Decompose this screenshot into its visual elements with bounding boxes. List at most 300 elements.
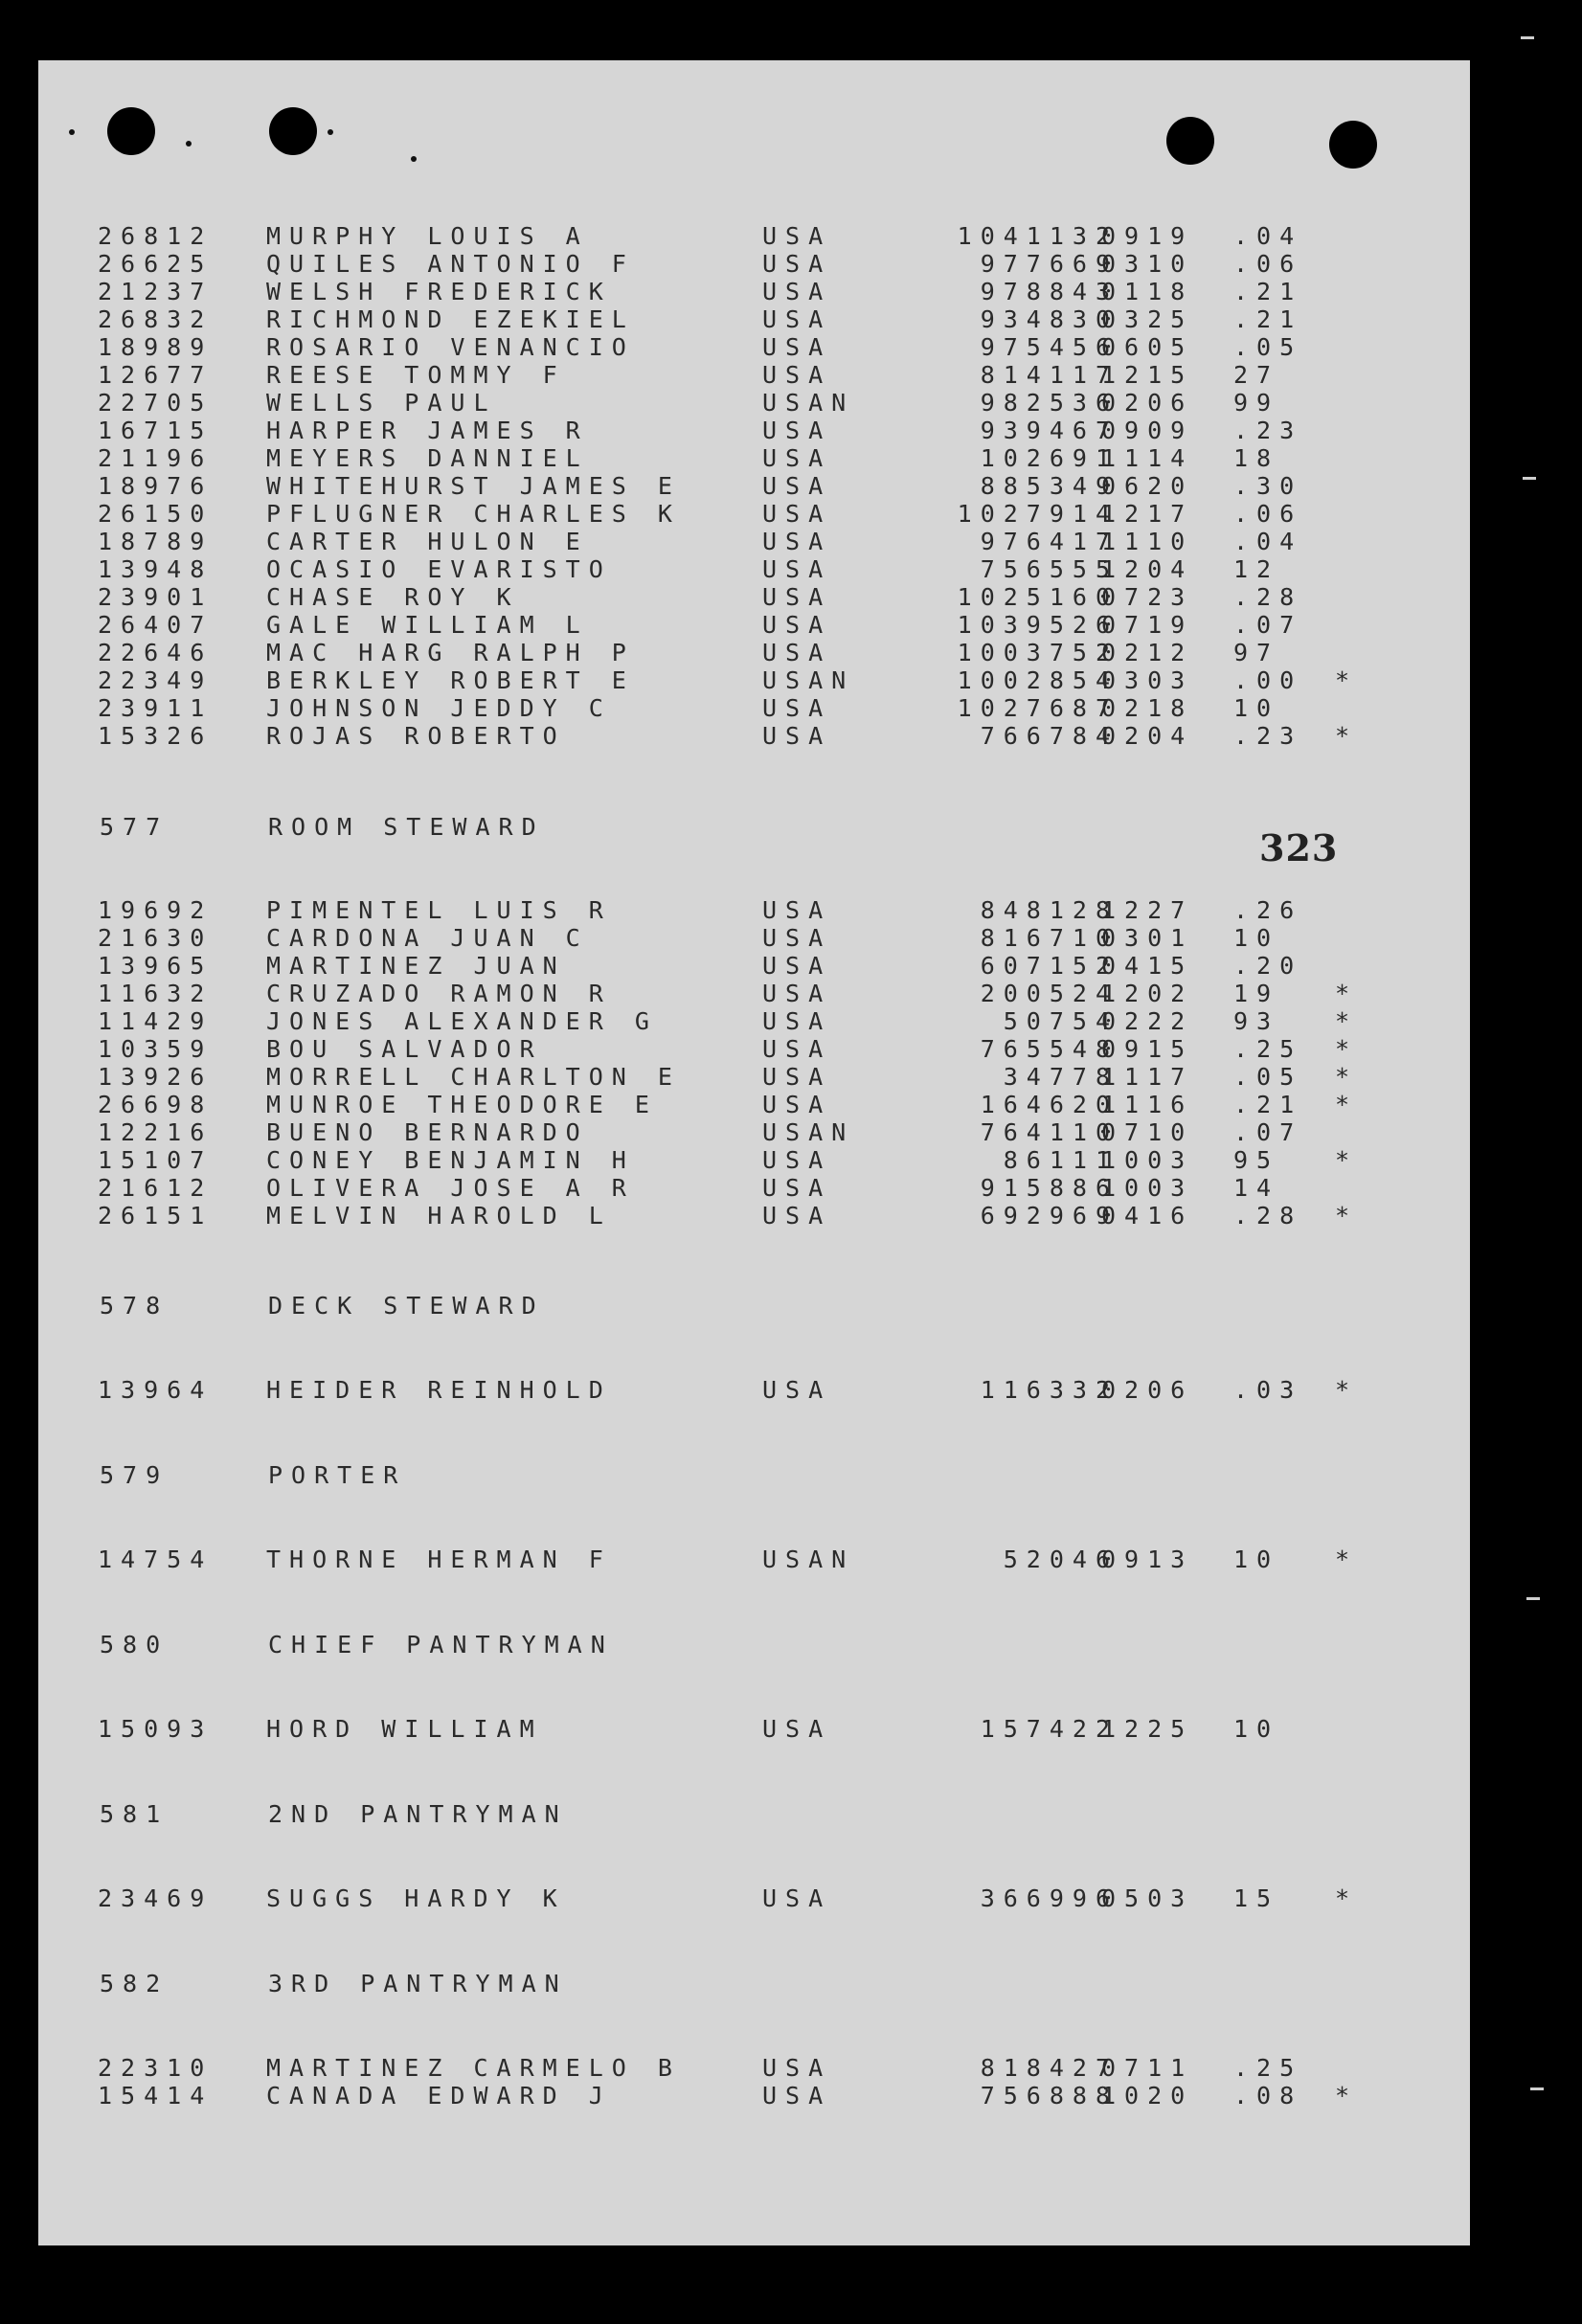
asterisk-mark: * — [1335, 2082, 1359, 2110]
rate-code: 12 — [1233, 555, 1280, 583]
rate-code: 10 — [1233, 1546, 1280, 1573]
record-number: 818427 — [980, 2054, 1119, 2082]
record-number: 1025160 — [957, 583, 1119, 611]
citizenship: USA — [762, 417, 832, 444]
record-number: 978843 — [980, 278, 1119, 305]
record-number: 975456 — [980, 333, 1119, 361]
employee-id: 21237 — [98, 278, 214, 305]
record-number: 766784 — [980, 722, 1119, 750]
section-title: DECK STEWARD — [268, 1292, 545, 1320]
date-code: 1202 — [1101, 980, 1194, 1007]
record-number: 939467 — [980, 417, 1119, 444]
citizenship: USAN — [762, 1118, 855, 1146]
record-number: 756888 — [980, 2082, 1119, 2110]
date-code: 0310 — [1101, 250, 1194, 278]
list-item — [38, 224, 1470, 249]
rate-code: .28 — [1233, 1202, 1303, 1230]
citizenship: USA — [762, 694, 832, 722]
section-code: 582 — [100, 1970, 170, 1997]
employee-id: 18989 — [98, 333, 214, 361]
record-number: 765548 — [980, 1035, 1119, 1063]
record-number: 816710 — [980, 924, 1119, 952]
list-item — [38, 446, 1470, 471]
asterisk-mark: * — [1335, 1007, 1359, 1035]
rate-code: .28 — [1233, 583, 1303, 611]
citizenship: USA — [762, 555, 832, 583]
employee-name: JOHNSON JEDDY C — [266, 694, 612, 722]
record-number: 885349 — [980, 472, 1119, 500]
citizenship: USA — [762, 980, 832, 1007]
employee-name: ROSARIO VENANCIO — [266, 333, 635, 361]
employee-name: BERKLEY ROBERT E — [266, 666, 635, 694]
date-code: 0416 — [1101, 1202, 1194, 1230]
employee-name: CANADA EDWARD J — [266, 2082, 612, 2110]
date-code: 0218 — [1101, 694, 1194, 722]
employee-id: 22705 — [98, 389, 214, 417]
employee-name: THORNE HERMAN F — [266, 1546, 612, 1573]
date-code: 0620 — [1101, 472, 1194, 500]
record-number: 848128 — [980, 896, 1119, 924]
employee-id: 12677 — [98, 361, 214, 389]
employee-id: 26832 — [98, 305, 214, 333]
rate-code: .04 — [1233, 528, 1303, 555]
employee-name: HORD WILLIAM — [266, 1715, 543, 1743]
employee-id: 21612 — [98, 1174, 214, 1202]
list-item — [38, 1009, 1470, 1034]
employee-name: CARTER HULON E — [266, 528, 589, 555]
rate-code: .25 — [1233, 2054, 1303, 2082]
list-item — [38, 530, 1470, 554]
date-code: 0919 — [1101, 222, 1194, 250]
record-number: 1027687 — [957, 694, 1119, 722]
date-code: 0909 — [1101, 417, 1194, 444]
employee-name: MURPHY LOUIS A — [266, 222, 589, 250]
record-number: 52046 — [1003, 1546, 1119, 1573]
employee-name: MARTINEZ JUAN — [266, 952, 566, 980]
section-header — [38, 815, 1470, 840]
employee-name: RICHMOND EZEKIEL — [266, 305, 635, 333]
list-item — [38, 252, 1470, 277]
citizenship: USA — [762, 361, 832, 389]
employee-name: HEIDER REINHOLD — [266, 1376, 612, 1404]
citizenship: USA — [762, 1174, 832, 1202]
date-code: 1117 — [1101, 1063, 1194, 1091]
date-code: 1003 — [1101, 1174, 1194, 1202]
employee-name: CARDONA JUAN C — [266, 924, 589, 952]
employee-id: 21196 — [98, 444, 214, 472]
record-number: 86111 — [1003, 1146, 1119, 1174]
list-item — [38, 557, 1470, 582]
list-item — [38, 724, 1470, 749]
record-number: 50754 — [1003, 1007, 1119, 1035]
employee-id: 18789 — [98, 528, 214, 555]
list-item — [38, 1378, 1470, 1403]
rate-code: .04 — [1233, 222, 1303, 250]
list-item — [38, 280, 1470, 305]
rate-code: .07 — [1233, 611, 1303, 639]
rate-code: 27 — [1233, 361, 1280, 389]
employee-name: MORRELL CHARLTON E — [266, 1063, 681, 1091]
employee-id: 15414 — [98, 2082, 214, 2110]
citizenship: USA — [762, 1376, 832, 1404]
rate-code: .30 — [1233, 472, 1303, 500]
citizenship: USA — [762, 1007, 832, 1035]
employee-name: JONES ALEXANDER G — [266, 1007, 658, 1035]
date-code: 0915 — [1101, 1035, 1194, 1063]
employee-id: 15107 — [98, 1146, 214, 1174]
record-number: 756555 — [980, 555, 1119, 583]
record-number: 915886 — [980, 1174, 1119, 1202]
asterisk-mark: * — [1335, 1884, 1359, 1912]
record-number: 814117 — [980, 361, 1119, 389]
punch-hole — [1166, 117, 1214, 165]
list-item — [38, 696, 1470, 721]
date-code: 0913 — [1101, 1546, 1194, 1573]
date-code: 1114 — [1101, 444, 1194, 472]
employee-name: BOU SALVADOR — [266, 1035, 543, 1063]
citizenship: USA — [762, 583, 832, 611]
list-item — [38, 363, 1470, 388]
employee-id: 11632 — [98, 980, 214, 1007]
list-item — [38, 1065, 1470, 1090]
employee-name: BUENO BERNARDO — [266, 1118, 589, 1146]
citizenship: USA — [762, 528, 832, 555]
list-item — [38, 1204, 1470, 1229]
list-item — [38, 1120, 1470, 1145]
employee-name: CHASE ROY K — [266, 583, 520, 611]
list-item — [38, 585, 1470, 610]
rate-code: 18 — [1233, 444, 1280, 472]
citizenship: USA — [762, 333, 832, 361]
section-header — [38, 1802, 1470, 1827]
employee-name: QUILES ANTONIO F — [266, 250, 635, 278]
citizenship: USA — [762, 639, 832, 666]
date-code: 0719 — [1101, 611, 1194, 639]
citizenship: USA — [762, 278, 832, 305]
record-number: 982536 — [980, 389, 1119, 417]
employee-id: 14754 — [98, 1546, 214, 1573]
employee-id: 13964 — [98, 1376, 214, 1404]
rate-code: .26 — [1233, 896, 1303, 924]
citizenship: USA — [762, 896, 832, 924]
employee-name: PFLUGNER CHARLES K — [266, 500, 681, 528]
list-item — [38, 1717, 1470, 1742]
asterisk-mark: * — [1335, 722, 1359, 750]
employee-name: MELVIN HAROLD L — [266, 1202, 612, 1230]
date-code: 1217 — [1101, 500, 1194, 528]
citizenship: USA — [762, 924, 832, 952]
date-code: 0206 — [1101, 389, 1194, 417]
employee-id: 22646 — [98, 639, 214, 666]
speck — [186, 141, 192, 147]
list-item — [38, 981, 1470, 1006]
citizenship: USA — [762, 722, 832, 750]
citizenship: USA — [762, 250, 832, 278]
list-item — [38, 418, 1470, 443]
rate-code: 97 — [1233, 639, 1280, 666]
rate-code: .06 — [1233, 250, 1303, 278]
employee-name: PIMENTEL LUIS R — [266, 896, 612, 924]
list-item — [38, 926, 1470, 951]
employee-id: 22310 — [98, 2054, 214, 2082]
list-item — [38, 1148, 1470, 1173]
employee-name: SUGGS HARDY K — [266, 1884, 566, 1912]
section-header — [38, 1972, 1470, 1997]
date-code: 0325 — [1101, 305, 1194, 333]
list-item — [38, 2056, 1470, 2081]
rate-code: 14 — [1233, 1174, 1280, 1202]
rate-code: .21 — [1233, 305, 1303, 333]
rate-code: 10 — [1233, 694, 1280, 722]
list-item — [38, 613, 1470, 638]
list-item — [38, 1886, 1470, 1911]
asterisk-mark: * — [1335, 1146, 1359, 1174]
citizenship: USA — [762, 2082, 832, 2110]
employee-name: MUNROE THEODORE E — [266, 1091, 658, 1118]
punch-hole — [1329, 121, 1377, 169]
employee-id: 23911 — [98, 694, 214, 722]
rate-code: .21 — [1233, 278, 1303, 305]
employee-id: 11429 — [98, 1007, 214, 1035]
list-item — [38, 2084, 1470, 2109]
employee-name: CONEY BENJAMIN H — [266, 1146, 635, 1174]
asterisk-mark: * — [1335, 1091, 1359, 1118]
rate-code: .06 — [1233, 500, 1303, 528]
rate-code: .21 — [1233, 1091, 1303, 1118]
record-number: 764110 — [980, 1118, 1119, 1146]
punch-hole — [269, 107, 317, 155]
section-title: CHIEF PANTRYMAN — [268, 1631, 614, 1658]
record-number: 200524 — [980, 980, 1119, 1007]
record-number: 1002854 — [957, 666, 1119, 694]
employee-id: 10359 — [98, 1035, 214, 1063]
date-code: 0204 — [1101, 722, 1194, 750]
employee-id: 18976 — [98, 472, 214, 500]
section-code: 580 — [100, 1631, 170, 1658]
record-number: 34778 — [1003, 1063, 1119, 1091]
rate-code: .08 — [1233, 2082, 1303, 2110]
list-item — [38, 1547, 1470, 1572]
rate-code: 10 — [1233, 1715, 1280, 1743]
section-header — [38, 1633, 1470, 1658]
employee-id: 13948 — [98, 555, 214, 583]
date-code: 0503 — [1101, 1884, 1194, 1912]
rate-code: .25 — [1233, 1035, 1303, 1063]
section-header — [38, 1294, 1470, 1319]
citizenship: USA — [762, 1091, 832, 1118]
rate-code: 95 — [1233, 1146, 1280, 1174]
record-number: 977669 — [980, 250, 1119, 278]
asterisk-mark: * — [1335, 1063, 1359, 1091]
rate-code: .05 — [1233, 333, 1303, 361]
edge-mark — [1523, 477, 1536, 480]
date-code: 0118 — [1101, 278, 1194, 305]
record-number: 1041132 — [957, 222, 1119, 250]
date-code: 1225 — [1101, 1715, 1194, 1743]
document-page — [38, 60, 1470, 2245]
employee-id: 22349 — [98, 666, 214, 694]
employee-id: 26151 — [98, 1202, 214, 1230]
citizenship: USA — [762, 305, 832, 333]
record-number: 934830 — [980, 305, 1119, 333]
punch-hole — [107, 107, 155, 155]
rate-code: .03 — [1233, 1376, 1303, 1404]
speck — [411, 156, 417, 162]
date-code: 1020 — [1101, 2082, 1194, 2110]
list-item — [38, 668, 1470, 693]
citizenship: USA — [762, 500, 832, 528]
citizenship: USA — [762, 2054, 832, 2082]
record-number: 1027914 — [957, 500, 1119, 528]
list-item — [38, 954, 1470, 979]
record-number: 1039526 — [957, 611, 1119, 639]
section-title: 3RD PANTRYMAN — [268, 1970, 568, 1997]
list-item — [38, 307, 1470, 332]
employee-name: GALE WILLIAM L — [266, 611, 589, 639]
speck — [328, 129, 333, 135]
section-title: 2ND PANTRYMAN — [268, 1800, 568, 1828]
section-code: 578 — [100, 1292, 170, 1320]
section-code: 577 — [100, 813, 170, 841]
employee-name: OCASIO EVARISTO — [266, 555, 612, 583]
record-number: 116332 — [980, 1376, 1119, 1404]
list-item — [38, 1176, 1470, 1201]
employee-id: 26812 — [98, 222, 214, 250]
employee-name: ROJAS ROBERTO — [266, 722, 566, 750]
section-title: ROOM STEWARD — [268, 813, 545, 841]
employee-id: 13965 — [98, 952, 214, 980]
record-number: 692969 — [980, 1202, 1119, 1230]
speck — [69, 129, 75, 135]
employee-id: 15093 — [98, 1715, 214, 1743]
date-code: 0605 — [1101, 333, 1194, 361]
date-code: 0222 — [1101, 1007, 1194, 1035]
citizenship: USA — [762, 952, 832, 980]
rate-code: 15 — [1233, 1884, 1280, 1912]
date-code: 1116 — [1101, 1091, 1194, 1118]
list-item — [38, 391, 1470, 416]
rate-code: .07 — [1233, 1118, 1303, 1146]
rate-code: .05 — [1233, 1063, 1303, 1091]
employee-id: 26150 — [98, 500, 214, 528]
date-code: 1003 — [1101, 1146, 1194, 1174]
employee-name: WELSH FREDERICK — [266, 278, 612, 305]
citizenship: USA — [762, 1202, 832, 1230]
employee-id: 23901 — [98, 583, 214, 611]
asterisk-mark: * — [1335, 666, 1359, 694]
list-item — [38, 335, 1470, 360]
section-code: 581 — [100, 1800, 170, 1828]
date-code: 1215 — [1101, 361, 1194, 389]
citizenship: USA — [762, 444, 832, 472]
date-code: 0723 — [1101, 583, 1194, 611]
asterisk-mark: * — [1335, 980, 1359, 1007]
citizenship: USA — [762, 611, 832, 639]
record-number: 1003752 — [957, 639, 1119, 666]
employee-name: OLIVERA JOSE A R — [266, 1174, 635, 1202]
employee-name: CRUZADO RAMON R — [266, 980, 612, 1007]
asterisk-mark: * — [1335, 1202, 1359, 1230]
date-code: 0415 — [1101, 952, 1194, 980]
rate-code: 93 — [1233, 1007, 1280, 1035]
section-header — [38, 1463, 1470, 1488]
citizenship: USA — [762, 1035, 832, 1063]
citizenship: USA — [762, 222, 832, 250]
record-number: 366996 — [980, 1884, 1119, 1912]
date-code: 1204 — [1101, 555, 1194, 583]
employee-id: 23469 — [98, 1884, 214, 1912]
edge-mark — [1530, 2087, 1544, 2090]
date-code: 0206 — [1101, 1376, 1194, 1404]
record-number: 976417 — [980, 528, 1119, 555]
record-number: 157422 — [980, 1715, 1119, 1743]
employee-id: 16715 — [98, 417, 214, 444]
citizenship: USA — [762, 1146, 832, 1174]
citizenship: USAN — [762, 1546, 855, 1573]
employee-name: WELLS PAUL — [266, 389, 497, 417]
employee-id: 26407 — [98, 611, 214, 639]
date-code: 0212 — [1101, 639, 1194, 666]
asterisk-mark: * — [1335, 1376, 1359, 1404]
employee-name: MAC HARG RALPH P — [266, 639, 635, 666]
edge-mark — [1526, 1597, 1540, 1600]
asterisk-mark: * — [1335, 1035, 1359, 1063]
employee-id: 15326 — [98, 722, 214, 750]
rate-code: .23 — [1233, 722, 1303, 750]
date-code: 0303 — [1101, 666, 1194, 694]
employee-name: MARTINEZ CARMELO B — [266, 2054, 681, 2082]
employee-id: 13926 — [98, 1063, 214, 1091]
record-number: 164620 — [980, 1091, 1119, 1118]
citizenship: USAN — [762, 389, 855, 417]
employee-id: 26625 — [98, 250, 214, 278]
date-code: 1110 — [1101, 528, 1194, 555]
list-item — [38, 898, 1470, 923]
rate-code: .20 — [1233, 952, 1303, 980]
rate-code: .23 — [1233, 417, 1303, 444]
asterisk-mark: * — [1335, 1546, 1359, 1573]
employee-name: WHITEHURST JAMES E — [266, 472, 681, 500]
date-code: 0710 — [1101, 1118, 1194, 1146]
rate-code: 10 — [1233, 924, 1280, 952]
employee-id: 26698 — [98, 1091, 214, 1118]
record-number: 102691 — [980, 444, 1119, 472]
date-code: 0301 — [1101, 924, 1194, 952]
record-number: 607152 — [980, 952, 1119, 980]
employee-id: 19692 — [98, 896, 214, 924]
list-item — [38, 502, 1470, 527]
edge-mark — [1521, 36, 1534, 39]
section-title: PORTER — [268, 1461, 407, 1489]
rate-code: 99 — [1233, 389, 1280, 417]
rate-code: .00 — [1233, 666, 1303, 694]
date-code: 1227 — [1101, 896, 1194, 924]
rate-code: 19 — [1233, 980, 1280, 1007]
list-item — [38, 1093, 1470, 1117]
list-item — [38, 474, 1470, 499]
citizenship: USA — [762, 1715, 832, 1743]
date-code: 0711 — [1101, 2054, 1194, 2082]
list-item — [38, 641, 1470, 666]
employee-name: MEYERS DANNIEL — [266, 444, 589, 472]
employee-id: 21630 — [98, 924, 214, 952]
employee-name: HARPER JAMES R — [266, 417, 589, 444]
employee-name: REESE TOMMY F — [266, 361, 566, 389]
citizenship: USA — [762, 1063, 832, 1091]
citizenship: USA — [762, 472, 832, 500]
citizenship: USAN — [762, 666, 855, 694]
page-number: 323 — [1259, 826, 1339, 869]
